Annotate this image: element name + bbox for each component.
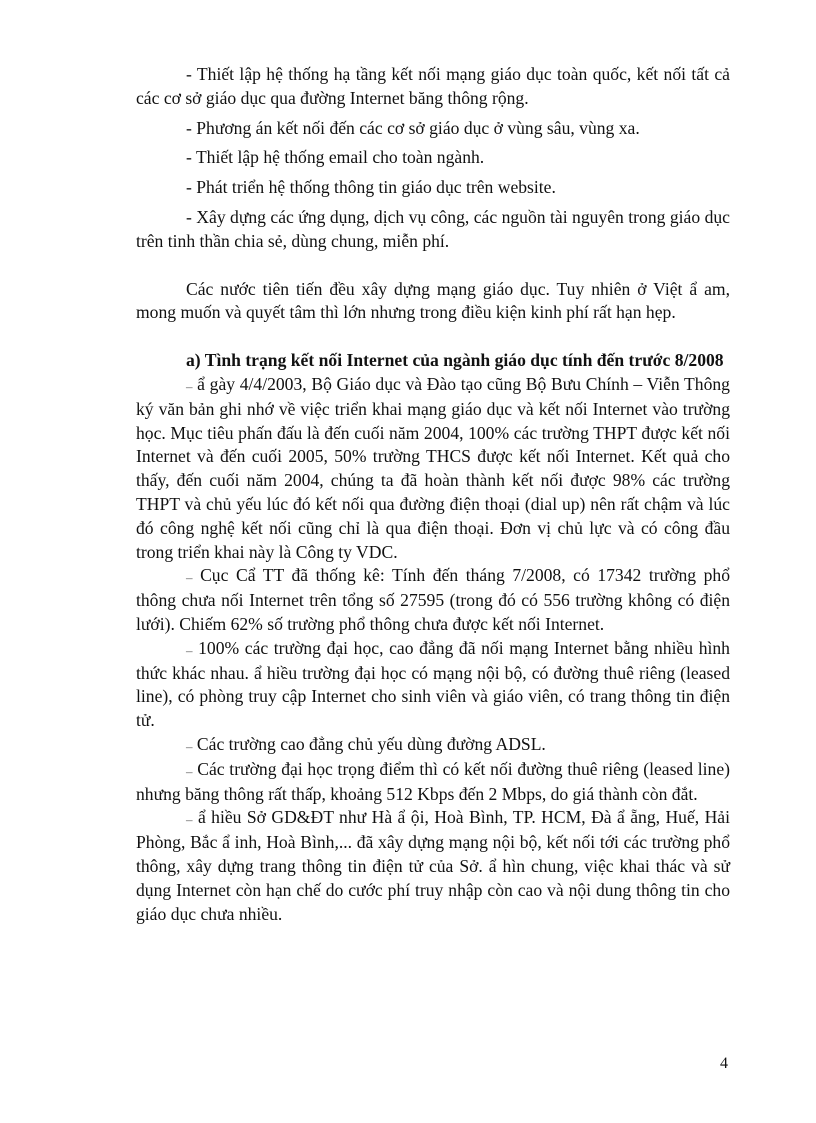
list-item-text: ẩ hiều Sở GD&ĐT như Hà ẩ ội, Hoà Bình, TP. HCM, Đà ẩ ẵng, Huế, Hải Phòng, Bắc ẩ inh, Hoà Bình,... đã xây dựng mạng nội bộ, kết nối tới các trường phổ thông, xây dựng trang thông tin điện tử của Sở. ẩ hìn chung, việc khai thác và sử dụng Internet còn hạn chế do cước phí truy nhập còn cao và nội dung thông tin cho giáo dục chưa nhiều. xyxy=(136,807,731,924)
list-item xyxy=(136,373,730,564)
list-item-text: Các trường đại học trọng điểm thì có kết nối đường thuê riêng (leased line) nhưng băng thông rất thấp, khoảng 512 Kbps đến 2 Mbps, do giá thành còn đắt. xyxy=(136,758,730,804)
list-item xyxy=(136,637,730,733)
list-item-text: ẩ gày 4/4/2003, Bộ Giáo dục và Đào tạo cũng Bộ Bưu Chính – Viễn Thông ký văn bản ghi nhớ về việc triển khai mạng giáo dục và kết nối Internet vào trường học. Mục tiêu phấn đấu là đến cuối năm 2004, 100% các trường THPT được kết nối Internet và đến cuối 2005, 50% trường THCS được kết nối Internet. Kết quả cho thấy, đến cuối năm 2004, chúng ta đã hoàn thành kết nối được 98% các trường THPT và chủ yếu lúc đó kết nối qua đường điện thoại (dial up) nên rất chậm và lúc đó công nghệ kết nối cũng chỉ là qua điện thoại. Đơn vị chủ lực và có công đầu trong triển khai này là Công ty VDC. xyxy=(136,373,730,562)
list-marker: – xyxy=(186,812,193,828)
bullet-item: - Thiết lập hệ thống email cho toàn ngành. xyxy=(186,147,485,168)
bullet-item: - Phương án kết nối đến các cơ sở giáo dục ở vùng sâu, vùng xa. xyxy=(186,117,640,138)
page-content xyxy=(136,63,730,926)
list-marker: – xyxy=(186,763,193,779)
bullet-item: - Thiết lập hệ thống hạ tầng kết nối mạng giáo dục toàn quốc, kết nối tất cả các cơ sở giáo dục qua đường Internet băng thông rộng. xyxy=(136,64,730,108)
bullet-item: - Phát triển hệ thống thông tin giáo dục trên website. xyxy=(186,177,556,198)
bullet-item: - Xây dựng các ứng dụng, dịch vụ công, các nguồn tài nguyên trong giáo dục trên tinh thần chia sẻ, dùng chung, miễn phí. xyxy=(136,206,730,251)
list-item-text: 100% các trường đại học, cao đẳng đã nối mạng Internet bằng nhiều hình thức khác nhau. ẩ hiều trường đại học có mạng nội bộ, có đường thuê riêng (leased line), có phòng truy cập Internet cho sinh viên và giáo viên, có trang thông tin điện tử. xyxy=(136,637,730,731)
intro-paragraph: Các nước tiên tiến đều xây dựng mạng giáo dục. Tuy nhiên ở Việt ẩ am, mong muốn và quyết tâm thì lớn nhưng trong điều kiện kinh phí rất hạn hẹp. xyxy=(136,278,730,323)
list-marker: – xyxy=(186,642,193,658)
list-item xyxy=(136,564,730,636)
list-item xyxy=(136,733,730,758)
list-item-text: Cục Cẩ TT đã thống kê: Tính đến tháng 7/2008, có 17342 trường phổ thông chưa nối Internet trên tổng số 27595 (trong đó có 556 trường không có điện lưới). Chiếm 62% số trường phổ thông chưa được kết nối Internet. xyxy=(136,565,730,634)
list-item xyxy=(136,806,730,926)
list-marker: – xyxy=(186,570,193,586)
section-heading: a) Tình trạng kết nối Internet của ngành giáo dục tính đến trước 8/2008 xyxy=(186,350,724,371)
list-marker: – xyxy=(186,738,193,754)
list-marker: – xyxy=(186,378,193,394)
list-item xyxy=(136,758,730,807)
list-item-text: Các trường cao đẳng chủ yếu dùng đường ADSL. xyxy=(196,733,546,754)
page-number: 4 xyxy=(720,1055,728,1072)
